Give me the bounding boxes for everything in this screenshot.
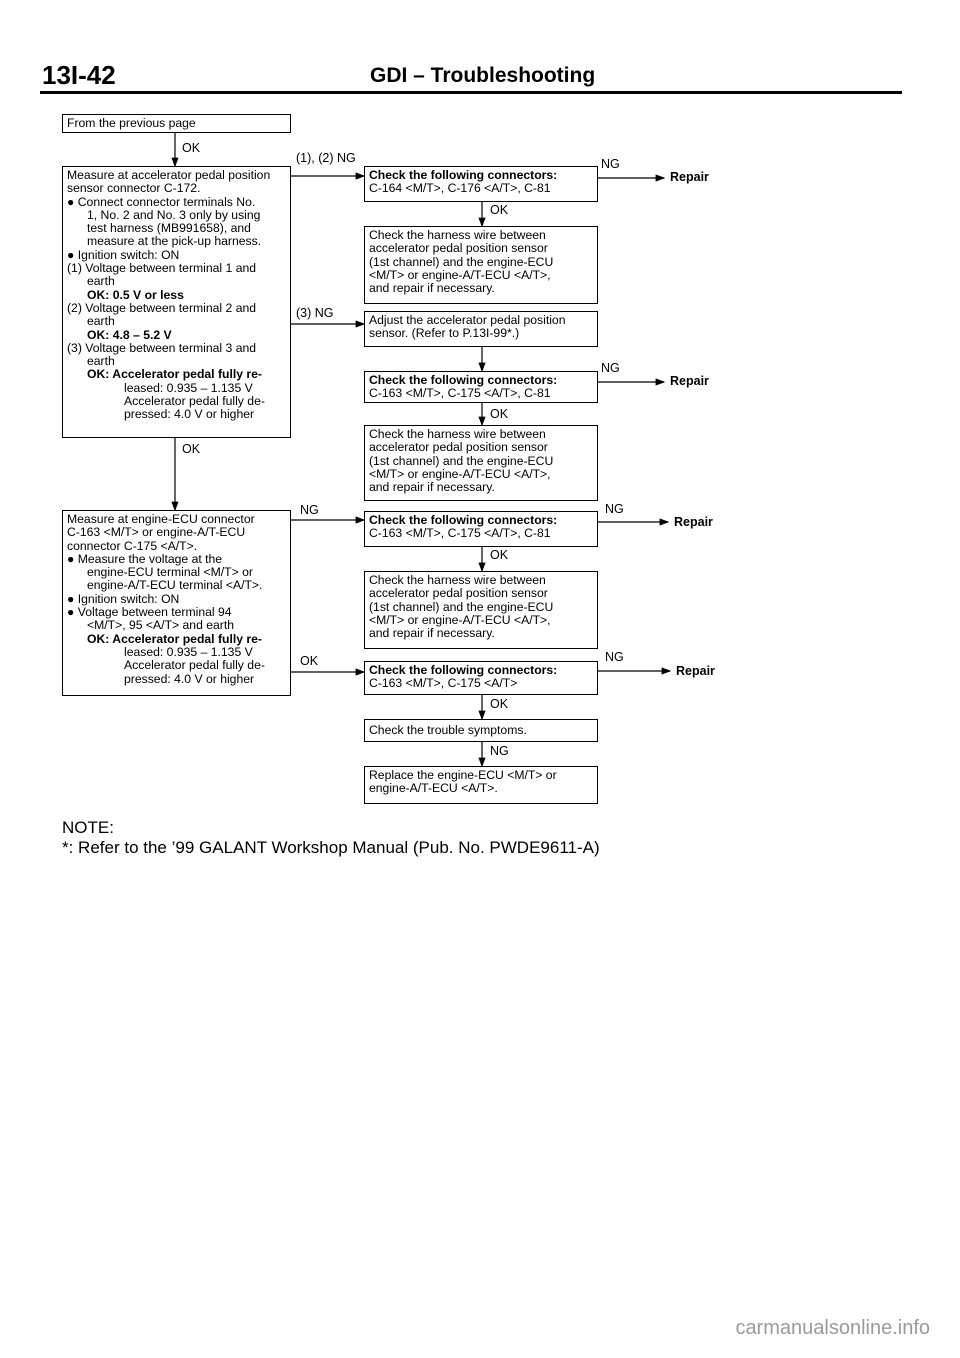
watermark: carmanualsonline.info xyxy=(735,1317,930,1339)
connector-check-body: C-163 <M/T>, C-175 <A/T> xyxy=(369,676,518,691)
adjust-sensor-box xyxy=(364,311,598,347)
box2-line: <M/T>, 95 <A/T> and earth xyxy=(87,618,235,633)
connector-check-body: C-163 <M/T>, C-175 <A/T>, C-81 xyxy=(369,526,551,541)
box2-line: Measure at engine-ECU connector xyxy=(67,512,255,526)
from-previous-page-text: From the previous page xyxy=(67,116,196,130)
harness-line: and repair if necessary. xyxy=(369,281,495,296)
box1-line: earth xyxy=(87,314,115,329)
repair-label-1: Repair xyxy=(670,170,709,184)
harness-line: (1st channel) and the engine-ECU xyxy=(369,254,554,269)
connector-check-body: C-163 <M/T>, C-175 <A/T>, C-81 xyxy=(369,386,551,401)
repair-label-4: Repair xyxy=(676,664,715,678)
box2-line: ● Measure the voltage at the xyxy=(67,551,223,566)
box1-line: (2) Voltage between terminal 2 and xyxy=(67,300,257,315)
connector-check-title: Check the following connectors: xyxy=(369,168,558,182)
box2-line: OK: Accelerator pedal fully re- xyxy=(87,631,262,646)
harness-line: (1st channel) and the engine-ECU xyxy=(369,599,554,614)
ng-e-label: NG xyxy=(490,744,509,758)
connector-check-title: Check the following connectors: xyxy=(369,663,558,677)
trouble-symptoms-text: Check the trouble symptoms. xyxy=(369,723,527,737)
adjust-line: Adjust the accelerator pedal position xyxy=(369,313,566,327)
box1-line: (3) Voltage between terminal 3 and xyxy=(67,340,257,355)
repair-label-2: Repair xyxy=(670,374,709,388)
box1-line: leased: 0.935 – 1.135 V xyxy=(124,380,253,395)
box2-line: ● Ignition switch: ON xyxy=(67,591,180,606)
box2-line: Accelerator pedal fully de- xyxy=(124,658,265,673)
page-title: GDI – Troubleshooting xyxy=(370,64,596,87)
harness-line: and repair if necessary. xyxy=(369,626,495,641)
connector-check-title: Check the following connectors: xyxy=(369,373,558,387)
replace-line: Replace the engine-ECU <M/T> or xyxy=(369,768,557,782)
ng-right-label-1: NG xyxy=(601,157,620,171)
box1-line: OK: 4.8 – 5.2 V xyxy=(87,327,172,342)
ng-right-label-4: NG xyxy=(605,650,624,664)
box1-line: OK: Accelerator pedal fully re- xyxy=(87,367,262,382)
box2-line: pressed: 4.0 V or higher xyxy=(124,671,255,686)
ok-d-label: OK xyxy=(490,697,509,711)
ok-a-label: OK xyxy=(490,203,509,217)
box1-line: ● Ignition switch: ON xyxy=(67,247,180,262)
harness-line: <M/T> or engine-A/T-ECU <A/T>, xyxy=(369,267,551,282)
connector-check-title: Check the following connectors: xyxy=(369,513,558,527)
harness-line: and repair if necessary. xyxy=(369,480,495,495)
note-text: *: Refer to the ’99 GALANT Workshop Manual (Pub. No. PWDE9611-A) xyxy=(62,838,600,857)
connector-check-2 xyxy=(364,371,598,403)
harness-check-3 xyxy=(364,571,598,649)
box1-line: ● Connect connector terminals No. xyxy=(67,194,256,209)
harness-line: accelerator pedal position sensor xyxy=(369,586,548,601)
adjust-line: sensor. (Refer to P.13I-99*.) xyxy=(369,326,520,341)
box1-line: Accelerator pedal fully de- xyxy=(124,394,265,409)
box2-line: ● Voltage between terminal 94 xyxy=(67,605,232,620)
box1-line: 1, No. 2 and No. 3 only by using xyxy=(87,207,261,222)
ng-b-label: NG xyxy=(300,503,319,517)
ok-label-1: OK xyxy=(182,141,201,155)
ng-12-label: (1), (2) NG xyxy=(296,151,356,165)
harness-line: Check the harness wire between xyxy=(369,228,546,242)
harness-check-2 xyxy=(364,425,598,501)
box2-line: engine-ECU terminal <M/T> or xyxy=(87,565,253,580)
box1-line: measure at the pick-up harness. xyxy=(87,234,262,249)
box1-line: pressed: 4.0 V or higher xyxy=(124,407,255,422)
harness-check-1 xyxy=(364,226,598,304)
box1-line: earth xyxy=(87,354,115,369)
box2-line: C-163 <M/T> or engine-A/T-ECU xyxy=(67,525,246,540)
box1-line: OK: 0.5 V or less xyxy=(87,287,184,302)
ok-label-2: OK xyxy=(182,442,201,456)
connector-check-body: C-164 <M/T>, C-176 <A/T>, C-81 xyxy=(369,181,551,196)
ok-c-label: OK xyxy=(490,548,509,562)
trouble-symptoms-box xyxy=(364,719,598,742)
box2-line: leased: 0.935 – 1.135 V xyxy=(124,644,253,659)
box2-line: engine-A/T-ECU terminal <A/T>. xyxy=(87,578,263,593)
harness-line: accelerator pedal position sensor xyxy=(369,241,548,256)
harness-line: accelerator pedal position sensor xyxy=(369,440,548,455)
ng-right-label-2: NG xyxy=(601,361,620,375)
harness-line: <M/T> or engine-A/T-ECU <A/T>, xyxy=(369,466,551,481)
note-heading: NOTE: xyxy=(62,818,114,837)
box1-line: test harness (MB991658), and xyxy=(87,221,251,236)
connector-check-3 xyxy=(364,511,598,547)
box1-line: sensor connector C-172. xyxy=(67,181,201,196)
replace-ecu-box xyxy=(364,766,598,804)
box1-line: (1) Voltage between terminal 1 and xyxy=(67,261,257,276)
replace-line: engine-A/T-ECU <A/T>. xyxy=(369,781,498,796)
connector-check-1 xyxy=(364,166,598,202)
ng-right-label-3: NG xyxy=(605,502,624,516)
ok-b-right-label: OK xyxy=(490,407,509,421)
harness-line: Check the harness wire between xyxy=(369,427,546,441)
harness-line: <M/T> or engine-A/T-ECU <A/T>, xyxy=(369,612,551,627)
box2-line: connector C-175 <A/T>. xyxy=(67,538,198,553)
harness-line: (1st channel) and the engine-ECU xyxy=(369,453,554,468)
connector-check-4 xyxy=(364,661,598,695)
page-number: 13I-42 xyxy=(42,60,116,90)
from-previous-page-box xyxy=(62,114,291,133)
box1-line: earth xyxy=(87,274,115,289)
box1-line: Measure at accelerator pedal position xyxy=(67,168,271,182)
ok-b-label: OK xyxy=(300,654,319,668)
ng-3-label: (3) NG xyxy=(296,306,334,320)
measure-pedal-sensor-box xyxy=(62,166,291,438)
measure-ecu-connector-box xyxy=(62,510,291,696)
repair-label-3: Repair xyxy=(674,515,713,529)
harness-line: Check the harness wire between xyxy=(369,573,546,587)
